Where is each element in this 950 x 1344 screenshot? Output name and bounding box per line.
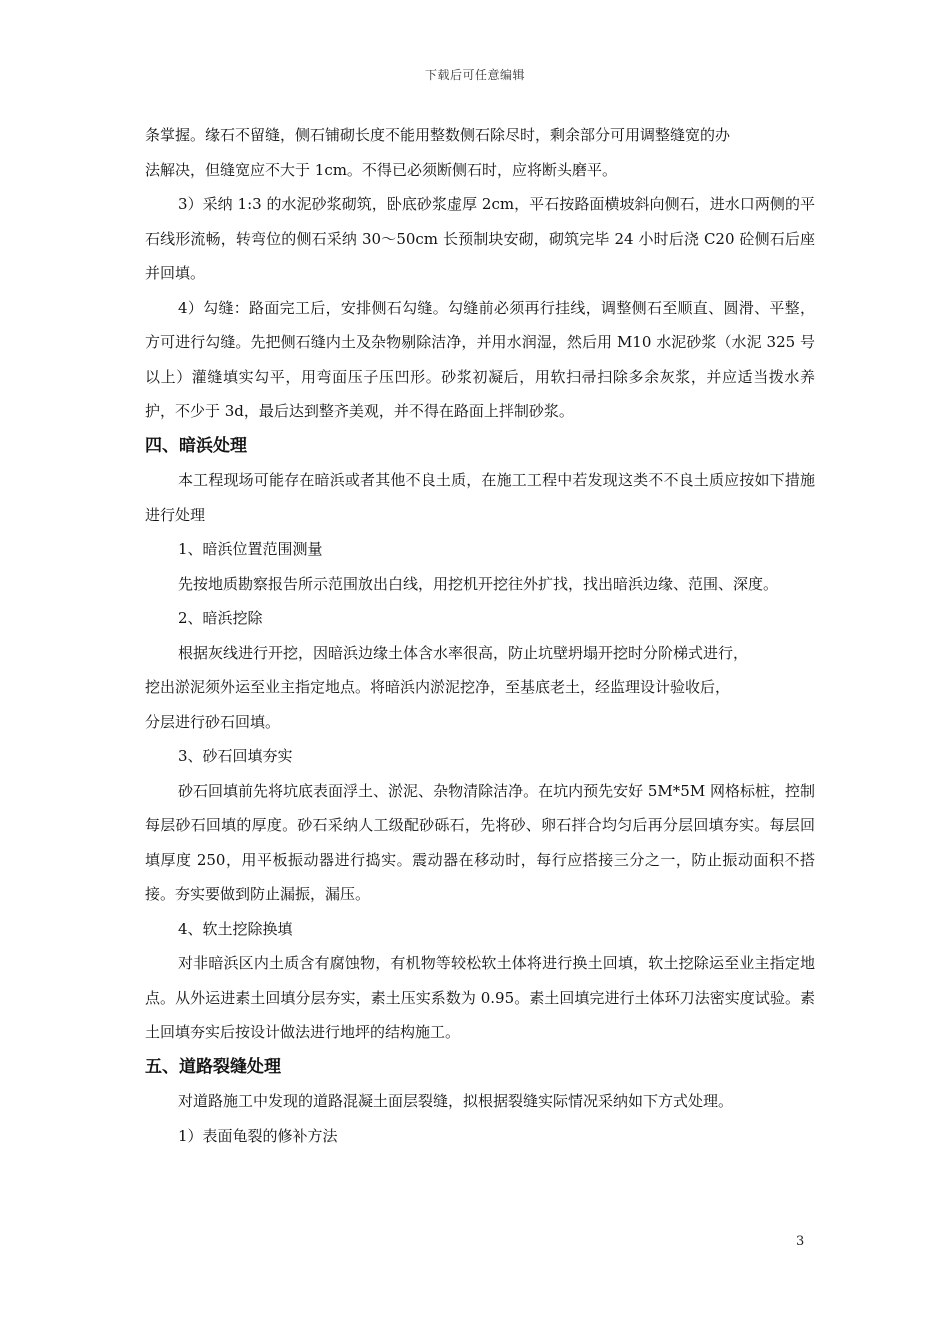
section-heading-4: 四、暗浜处理 (145, 435, 247, 456)
paragraph-excavation-3: 分层进行砂石回填。 (145, 712, 281, 731)
paragraph-soft-soil: 对非暗浜区内土质含有腐蚀物，有机物等较松软土体将进行换土回填，软土挖除运至业主指定地点。从外运进素土回填分层夯实，素土压实系数为 0.95。素土回填完进行土体环刀法密实度试验。素土回填夯实后按设计做法进行地坪的结构施工。 (145, 954, 815, 1041)
subheading-backfill: 3、砂石回填夯实 (178, 747, 293, 765)
paragraph-intro-hidden-pond: 本工程现场可能存在暗浜或者其他不良土质，在施工工程中若发现这类不不良土质应按如下措施进行处理 (145, 471, 815, 524)
paragraph-backfill: 砂石回填前先将坑底表面浮土、淤泥、杂物清除洁净。在坑内预先安好 5M*5M 网格标桩，控制每层砂石回填的厚度。砂石采纳人工级配砂砾石，先将砂、卵石拌合均匀后再分层回填夯实。每层回填厚度 250，用平板振动器进行捣实。震动器在移动时，每行应搭接三分之一，防止振动面积不搭接。夯实要做到防止漏振，漏压。 (145, 781, 815, 903)
header-note: 下载后可任意编辑 (424, 68, 525, 82)
subheading-survey: 1、暗浜位置范围测量 (178, 540, 323, 558)
paragraph-line-1: 条掌握。缘石不留缝，侧石铺砌长度不能用整数侧石除尽时，剩余部分可用调整缝宽的办 (145, 126, 731, 144)
paragraph-crack-intro: 对道路施工中发现的道路混凝土面层裂缝，拟根据裂缝实际情况采纳如下方式处理。 (178, 1092, 734, 1110)
paragraph-line-2: 法解决，但缝宽应不大于 1cm。不得已必须断侧石时，应将断头磨平。 (145, 160, 617, 179)
paragraph-excavation-1: 根据灰线进行开挖，因暗浜边缘土体含水率很高，防止坑壁坍塌开挖时分阶梯式进行， (178, 643, 749, 662)
section-heading-5: 五、道路裂缝处理 (145, 1056, 281, 1077)
paragraph-survey: 先按地质勘察报告所示范围放出白线，用挖机开挖往外扩找，找出暗浜边缘、范围、深度。 (178, 574, 779, 593)
paragraph-excavation-2: 挖出淤泥须外运至业主指定地点。将暗浜内淤泥挖净，至基底老土，经监理设计验收后， (145, 678, 731, 696)
subheading-excavation: 2、暗浜挖除 (178, 609, 263, 627)
paragraph-mortar-laying: 3）采纳 1:3 的水泥砂浆砌筑，卧底砂浆虚厚 2cm，平石按路面横坡斜向侧石，进水口两侧的平石线形流畅，转弯位的侧石采纳 30～50cm 长预制块安砌，砌筑完毕 24 小时后浇 C20 砼侧石后座并回填。 (145, 195, 815, 282)
subheading-soft-soil: 4、软土挖除换填 (178, 919, 293, 938)
document-body (145, 118, 815, 1153)
subheading-surface-crack: 1）表面龟裂的修补方法 (178, 1126, 338, 1145)
page-number: 3 (796, 1234, 805, 1249)
paragraph-jointing: 4）勾缝：路面完工后，安排侧石勾缝。勾缝前必须再行挂线，调整侧石至顺直、圆滑、平整，方可进行勾缝。先把侧石缝内土及杂物剔除洁净，并用水润湿，然后用 M10 水泥砂浆（水泥 325 号以上）灌缝填实勾平，用弯面压子压凹形。砂浆初凝后，用软扫帚扫除多余灰浆，并应适当拨水养护，不少于 3d，最后达到整齐美观，并不得在路面上拌制砂浆。 (145, 298, 815, 420)
